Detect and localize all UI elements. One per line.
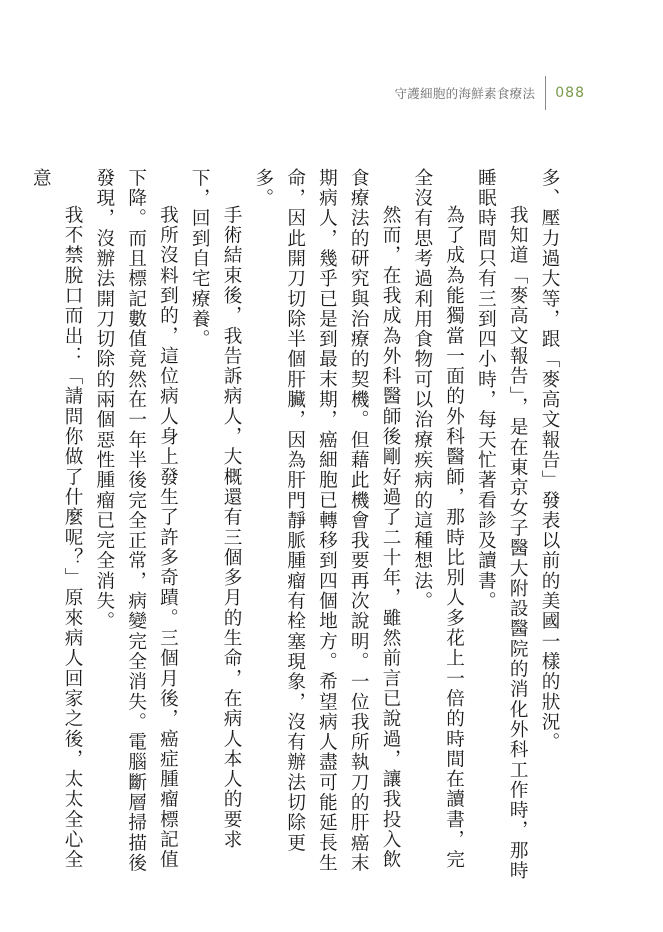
page-number: 088 [555,85,585,101]
paragraph-6: 我所沒料到的，這位病人身上發生了許多奇蹟。三個月後，癌症腫瘤標記值下降。而且標記數值竟然在一年半後完全正常，病變完全消失。電腦斷層掃描後發現，沒辦法開刀切除的兩個惡性腫瘤已完全消失。 [93,168,179,874]
running-header [394,76,585,110]
paragraph-2: 我知道「麥高文報告」，是在東京女子醫大附設醫院的消化外科工作時，那時睡眠時間只有三到四小時，每天忙著看診及讀書。 [475,168,529,881]
paragraph-4: 然而，在我成為外科醫師後剛好過了二十年，雖然前言已說過，讓我投入飲食療法的研究與治療的契機。但藉此機會我要再次說明。一位我所執刀的肝癌末期病人，幾乎已是到最末期，癌細胞已轉移到四個地方。希望病人盡可能延長生命，因此開刀切除半個肝臟，因為肝門靜脈腫瘤有栓塞現象，沒有辦法切除更多。 [252,168,402,874]
paragraph-1: 多、壓力過大等，跟「麥高文報告」發表以前的美國一樣的狀況。 [539,168,560,753]
paragraph-5: 手術結束後，我告訴病人，大概還有三個多月的生命，在病人本人的要求下，回到自宅療養。 [189,168,243,850]
body-text [24,168,565,886]
book-title: 守護細胞的海鮮素食療法 [394,86,536,101]
paragraph-3: 為了成為能獨當一面的外科醫師，那時比別人多花上一倍的時間在讀書，完全沒有思考過利用食物可以治療疾病的這種想法。 [411,168,465,871]
paragraph-7: 我不禁脫口而出：「請問你做了什麼呢？」原來病人回家之後，太太全心全意 [30,168,84,871]
